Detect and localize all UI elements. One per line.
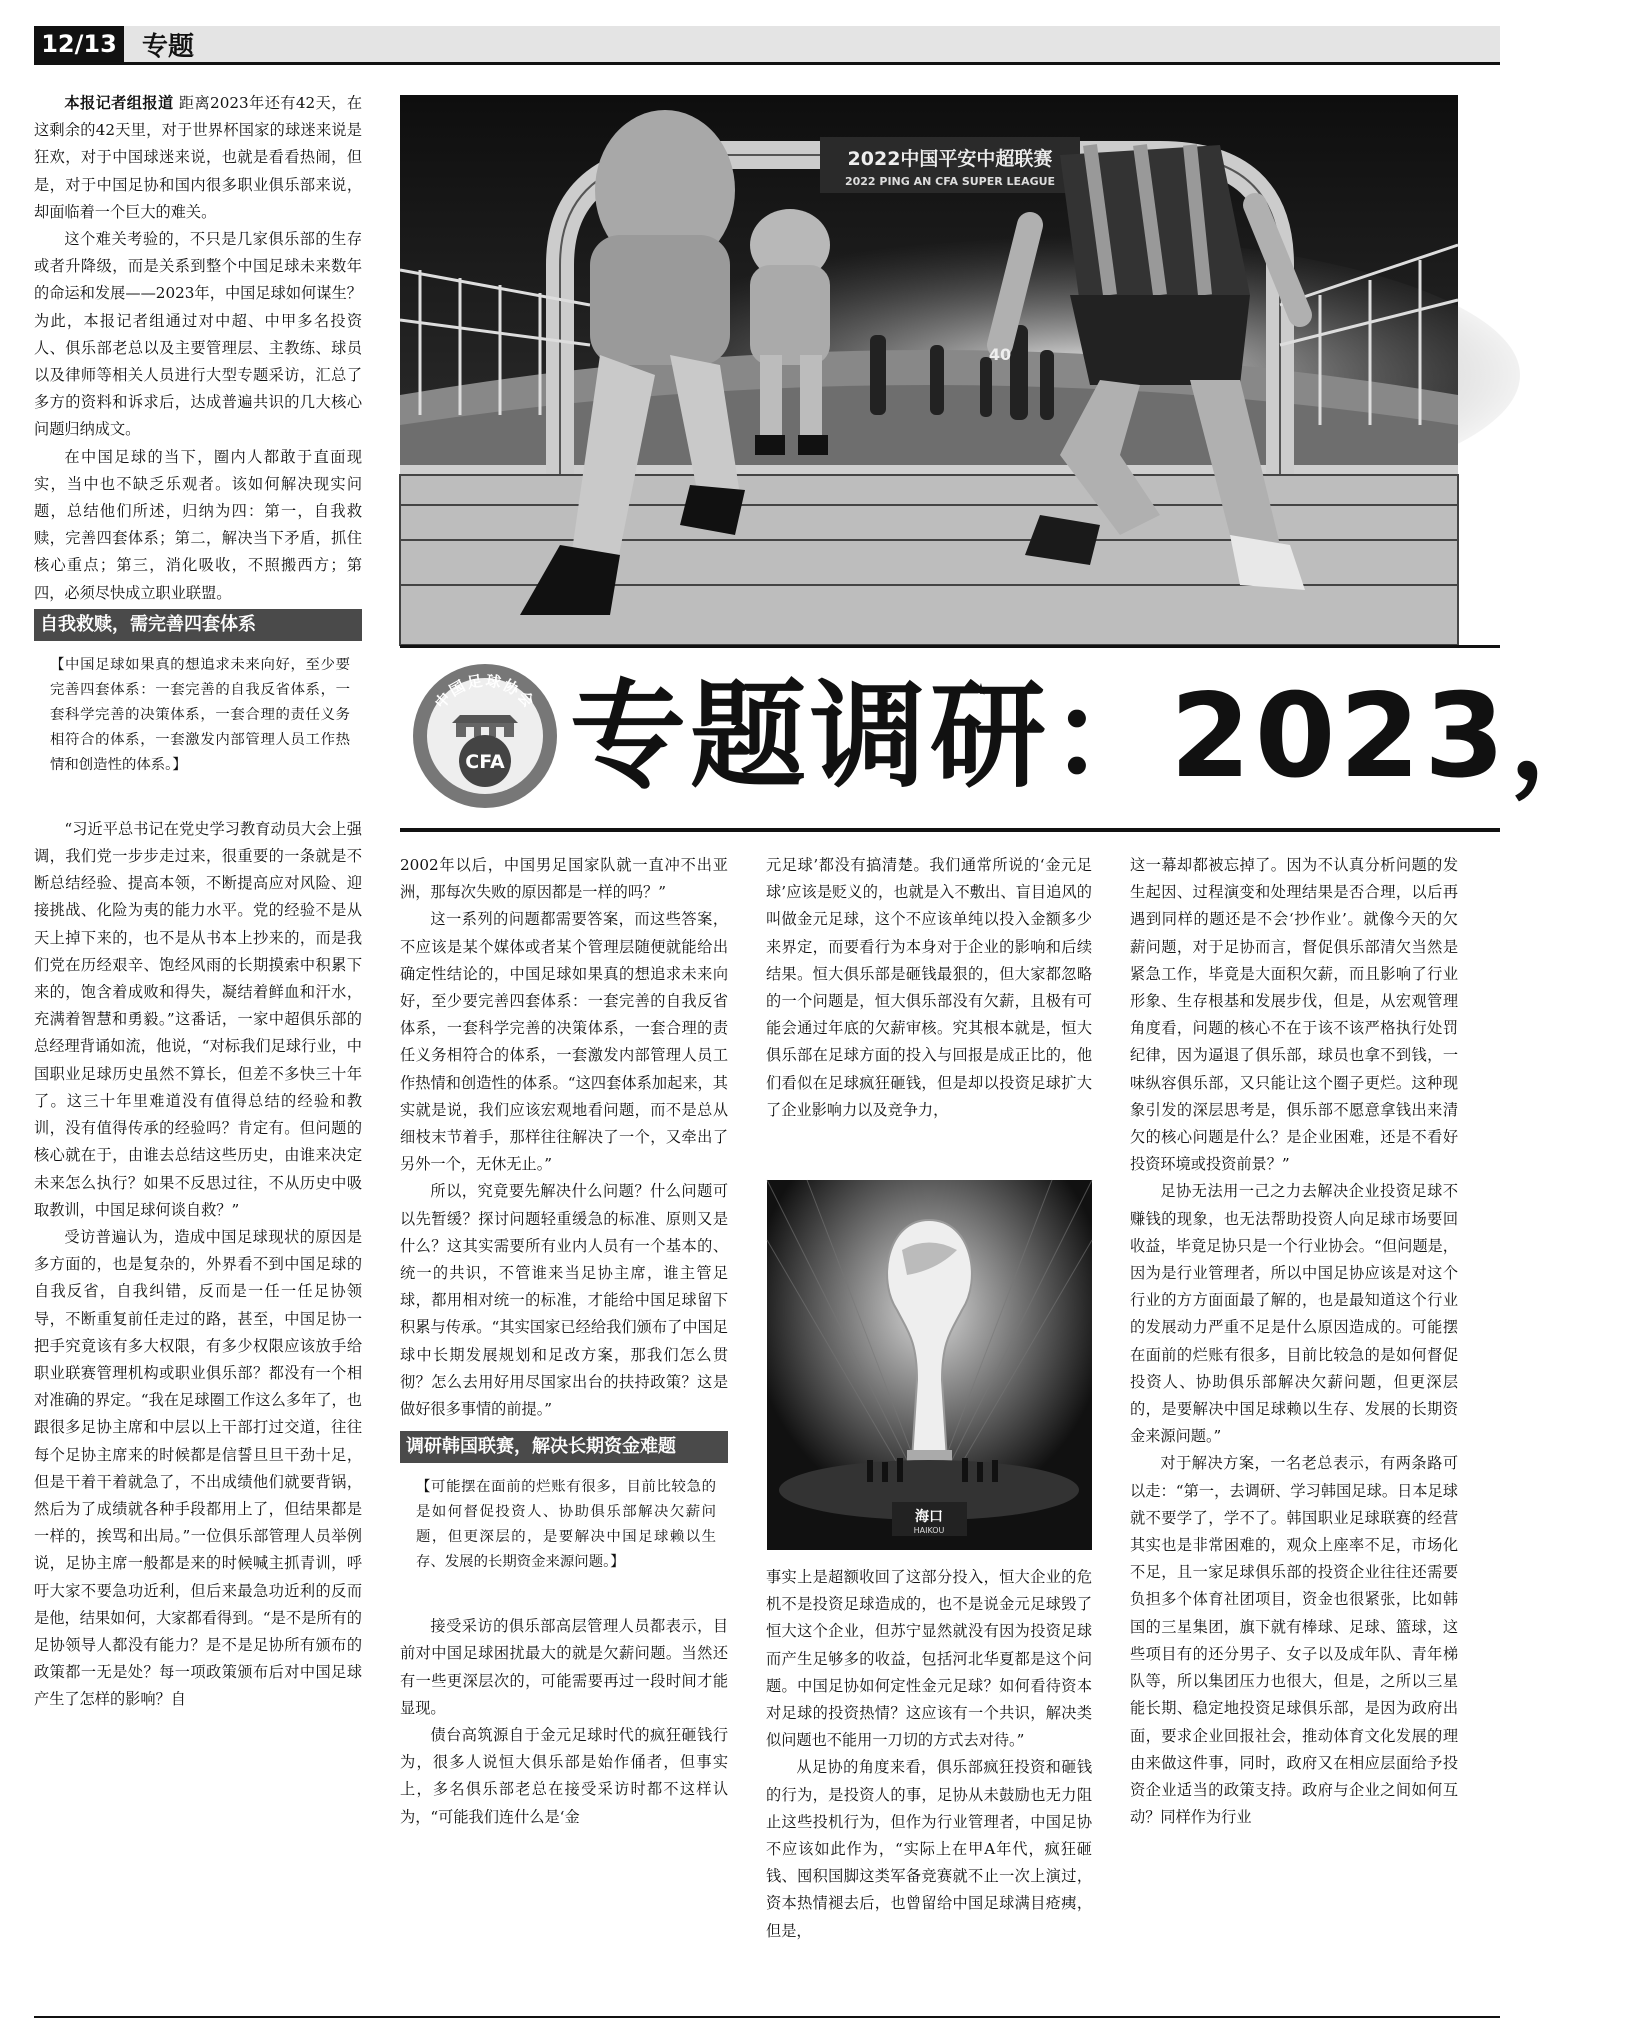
paragraph: 这一幕却都被忘掉了。因为不认真分析问题的发生起因、过程演变和处理结果是否合理，以后再遇到同样的题还是不会‘抄作业’。就像今天的欠薪问题，对于足协而言，督促俱乐部清欠当然是紧急工作，毕竟是大面积欠薪，而且影响了行业形象、生存根基和发展步伐，但是，从宏观管理角度看，问题的核心不在于该不该严格执行处罚纪律，因为逼退了俱乐部，球员也拿不到钱，一味纵容俱乐部，又只能让这个圈子更烂。这种现象引发的深层思考是，俱乐部不愿意拿钱出来清欠的核心问题是什么？是企业困难，还是不看好投资环境或投资前景？” (1130, 856, 1458, 1174)
column-4 (1130, 852, 1458, 1831)
banner-cn-text: 2022中国平安中超联赛 (847, 148, 1053, 170)
jersey-number-text: 40 (988, 345, 1012, 364)
bottom-rule (34, 2016, 1500, 2018)
paragraph: 所以，究竟要先解决什么问题？什么问题可以先暂缓？探讨问题轻重缓急的标准、原则又是什么？这其实需要所有业内人员有一个基本的、统一的共识，不管谁来当足协主席，谁主管足球，都用相对统一的标准，才能给中国足球留下积累与传承。“其实国家已经给我们颁布了中国足球中长期发展规划和足改方案，那我们怎么贯彻？怎么去用好用尽国家出台的扶持政策？这是做好很多事情的前提。” (400, 1182, 728, 1419)
paragraph: 债台高筑源自于金元足球时代的疯狂砸钱行为，很多人说恒大俱乐部是始作俑者，但事实上，多名俱乐部老总在接受采访时都不这样认为，“可能我们连什么是‘金 (400, 1726, 728, 1826)
subheading-1: 自我救赎，需完善四套体系 (34, 609, 362, 641)
logo-org-text: 中国足球协会 (431, 671, 539, 713)
paragraph: 接受采访的俱乐部高层管理人员都表示，目前对中国足球困扰最大的就是欠薪问题。当然还有一些更深层次的，可能需要再过一段时间才能显现。 (400, 1617, 728, 1717)
headline-rule-top (400, 645, 1500, 648)
column-3 (766, 852, 1092, 1124)
paragraph: 足协无法用一己之力去解决企业投资足球不赚钱的现象，也无法帮助投资人向足球市场要回收益，毕竟足协只是一个行业协会。“但问题是，因为是行业管理者，所以中国足协应该是对这个行业的方方面面最了解的，也是最知道这个行业的发展动力严重不足是什么原因造成的。可能摆在面前的烂账有很多，目前比较急的是如何督促投资人、协助俱乐部解决欠薪问题，但更深层的，是要解决中国足球赖以生存、发展的长期资金来源问题。” (1130, 1182, 1458, 1446)
paragraph: 受访普遍认为，造成中国足球现状的原因是多方面的，也是复杂的，外界看不到中国足球的自我反省，自我纠错，反而是一任一任足协领导，不断重复前任走过的路，甚至，中国足协一把手究竟该有多大权限，有多少权限应该放手给职业联赛管理机构或职业俱乐部？都没有一个相对准确的界定。“我在足球圈工作这么多年了，也跟很多足协主席和中层以上干部打过交道，往往每个足协主席来的时候都是信誓旦旦干劲十足，但是干着干着就急了，不出成绩他们就要背锅，然后为了成绩就各种手段都用上了，但结果都是一样的，挨骂和出局。”一位俱乐部管理人员举例说，足协主席一般都是来的时候喊主抓青训，呼吁大家不要急功近利，但后来最急功近利的反而是他，结果如何，大家都看得到。“是不是所有的足协领导人都没有能力？是不是足协所有颁布的政策都一无是处？每一项政策颁布后对中国足球产生了怎样的影响？自 (34, 1227, 362, 1709)
column-3-lower (766, 1564, 1092, 1945)
header-rule (34, 62, 1500, 65)
paragraph: 在中国足球的当下，圈内人都敢于直面现实，当中也不缺乏乐观者。该如何解决现实问题，总结他们所述，归纳为四：第一，自我救赎，完善四套体系；第二，解决当下矛盾，抓住核心重点；第三，消化吸收，不照搬西方；第四，必须尽快成立职业联盟。 (34, 447, 362, 602)
section-title: 专题 (142, 32, 195, 62)
trophy-city-cn: 海口 (915, 1509, 943, 1525)
paragraph: 这一系列的问题都需要答案，而这些答案，不应该是某个媒体或者某个管理层随便就能给出确定性结论的，中国足球如果真的想追求未来向好，至少要完善四套体系：一套完善的自我反省体系，一套科学完善的决策体系，一套合理的责任义务相符合的体系，一套激发内部管理人员工作热情和创造性的体系。“这四套体系加起来，其实就是说，我们应该宏观地看问题，而不是总从细枝末节着手，那样往往解决了一个，又牵出了另外一个，无休无止。” (400, 910, 728, 1174)
main-photo (400, 95, 1458, 645)
banner-en-text: 2022 PING AN CFA SUPER LEAGUE (844, 175, 1056, 188)
cfa-logo (410, 661, 560, 811)
subheading-2: 调研韩国联赛，解决长期资金难题 (400, 1431, 728, 1463)
paragraph: 元足球’都没有搞清楚。我们通常所说的‘金元足球’应该是贬义的，也就是入不敷出、盲目追风的叫做金元足球，这个不应该单纯以投入金额多少来界定，而要看行为本身对于企业的影响和后续结果。恒大俱乐部是砸钱最狠的，但大家都忽略的一个问题是，恒大俱乐部没有欠薪，且极有可能会通过年底的欠薪审核。究其根本就是，恒大俱乐部在足球方面的投入与回报是成正比的，他们看似在足球疯狂砸钱，但是却以投资足球扩大了企业影响力以及竞争力， (766, 856, 1092, 1119)
summary-box-1: 【中国足球如果真的想追求未来向好，至少要完善四套体系：一套完善的自我反省体系，一套科学完善的决策体系，一套合理的责任义务相符合的体系，一套激发内部管理人员工作热情和创造性的体系。】 (50, 656, 350, 773)
summary-box-2: 【可能摆在面前的烂账有很多，目前比较急的是如何督促投资人、协助俱乐部解决欠薪问题，但更深层的，是要解决中国足球赖以生存、发展的长期资金来源问题。】 (416, 1479, 716, 1571)
paragraph: 对于解决方案，一名老总表示，有两条路可以走：“第一，去调研、学习韩国足球。日本足球就不要学了，学不了。韩国职业足球联赛的经营其实也是非常困难的，观众上座率不足，市场化不足，且一家足球俱乐部的投资企业往往还需要负担多个体育社团项目，资金也很紧张，比如韩国的三星集团，旗下就有棒球、足球、篮球，这些项目有的还分男子、女子以及成年队、青年梯队等，所以集团压力也很大，但是，之所以三星能长期、稳定地投资足球俱乐部，是因为政府出面，要求企业回报社会，推动体育文化发展的理由来做这件事，同时，政府又在相应层面给予投资企业适当的政策支持。政府与企业之间如何互动？同样作为行业 (1130, 1454, 1458, 1827)
paragraph: 这个难关考验的，不只是几家俱乐部的生存或者升降级，而是关系到整个中国足球未来数年的命运和发展——2023年，中国足球如何谋生？为此，本报记者组通过对中超、中甲多名投资人、俱乐部老总以及主要管理层、主教练、球员以及律师等相关人员进行大型专题采访，汇总了多方的资料和诉求后，达成普遍共识的几大核心问题归纳成文。 (34, 230, 362, 439)
trophy-city-en: HAIKOU (913, 1526, 945, 1535)
page-header-bar (34, 26, 1500, 62)
headline: 专题调研：2023， (570, 669, 1629, 804)
paragraph: 事实上是超额收回了这部分投入，恒大企业的危机不是投资足球造成的，也不是说金元足球毁了恒大这个企业，但苏宁显然就没有因为投资足球而产生足够多的收益，包括河北华夏都是这个问题。中国足协如何定性金元足球？如何看待资本对足球的投资热情？这应该有一个共识，解决类似问题也不能用一刀切的方式去对待。” (766, 1568, 1092, 1750)
page-number: 12/13 (34, 26, 124, 62)
column-1 (34, 90, 362, 1714)
intro-text: 距离2023年还有42天，在这剩余的42天里，对于世界杯国家的球迷来说是狂欢，对于中国球迷来说，也就是看看热闹，但是，对于中国足协和国内很多职业俱乐部来说，却面临着一个巨大的难关。 (34, 94, 363, 221)
paragraph: “习近平总书记在党史学习教育动员大会上强调，我们党一步步走过来，很重要的一条就是不断总结经验、提高本领，不断提高应对风险、迎接挑战、化险为夷的能力水平。党的经验不是从天上掉下来的，也不是从书本上抄来的，而是我们党在历经艰辛、饱经风雨的长期摸索中积累下来的，饱含着成败和得失，凝结着鲜血和汗水，充满着智慧和勇毅。”这番话，一家中超俱乐部的总经理背诵如流，他说，“对标我们足球行业，中国职业足球历史虽然不算长，但差不多快三十年了。这三十年里难道没有值得总结的经验和教训，没有值得传承的经验吗？肯定有。但问题的核心就在于，由谁去总结这些历史，由谁来决定未来怎么执行？如果不反思过往，不从历史中吸取教训，中国足球何谈自救？” (34, 819, 362, 1219)
logo-abbr-text: CFA (465, 751, 505, 773)
column-2 (400, 852, 728, 1831)
byline: 本报记者组报道 (64, 94, 174, 112)
paragraph: 2002年以后，中国男足国家队就一直冲不出亚洲，那每次失败的原因都是一样的吗？” (400, 856, 728, 902)
paragraph: 从足协的角度来看，俱乐部疯狂投资和砸钱的行为，是投资人的事，足协从未鼓励也无力阻止这些投机行为，但作为行业管理者，中国足协不应该如此作为，“实际上在甲A年代，疯狂砸钱、囤积国脚这类军备竞赛就不止一次上演过，资本热情褪去后，也曾留给中国足球满目疮痍，但是， (766, 1758, 1092, 1940)
headline-rule-bottom (400, 828, 1500, 832)
intro-paragraph (34, 90, 362, 226)
trophy-photo (767, 1180, 1092, 1550)
